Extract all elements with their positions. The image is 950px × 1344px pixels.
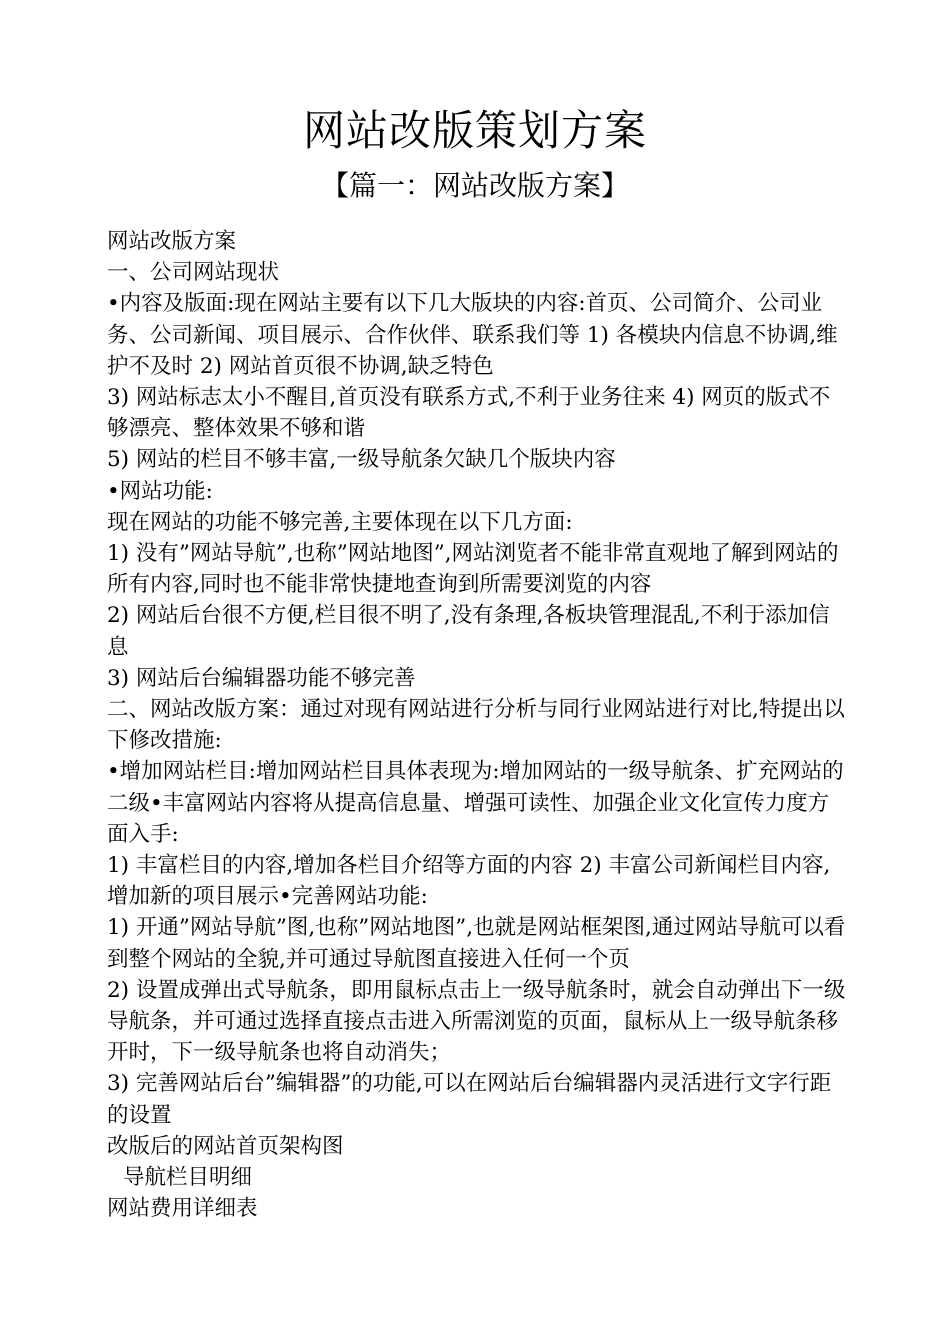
- paragraph: •网站功能:: [107, 478, 213, 504]
- paragraph: •内容及版面:现在网站主要有以下几大版块的内容:首页、公司简介、公司业务、公司新闻、项目展示、合作伙伴、联系我们等 1) 各模块内信息不协调,维护不及时 2) 网站首页很不协调,缺乏特色: [107, 291, 838, 379]
- paragraph: 3) 网站标志太小不醒目,首页没有联系方式,不利于业务往来 4) 网页的版式不够漂亮、整体效果不够和谐: [107, 385, 831, 442]
- paragraph: •增加网站栏目:增加网站栏目具体表现为:增加网站的一级导航条、扩充网站的二级•丰富网站内容将从提高信息量、增强可读性、加强企业文化宣传力度方面入手:: [107, 759, 844, 847]
- document-body: [107, 226, 847, 1225]
- paragraph: 网站改版方案: [107, 229, 237, 254]
- document-subtitle: 【篇一：网站改版方案】: [320, 169, 629, 202]
- section-heading: 一、公司网站现状: [107, 260, 280, 286]
- paragraph: 改版后的网站首页架构图: [107, 1133, 344, 1159]
- paragraph: 导航栏目明细: [123, 1165, 253, 1191]
- paragraph: 2) 设置成弹出式导航条，即用鼠标点击上一级导航条时，就会自动弹出下一级导航条，并可通过选择直接点击进入所需浏览的页面，鼠标从上一级导航条移开时，下一级导航条也将自动消失；: [107, 977, 846, 1066]
- paragraph: 网站费用详细表: [107, 1196, 258, 1222]
- paragraph: 1) 开通”网站导航”图,也称”网站地图”,也就是网站框架图,通过网站导航可以看到整个网站的全貌,并可通过导航图直接进入任何一个页: [107, 915, 846, 972]
- paragraph: 3) 完善网站后台”编辑器”的功能,可以在网站后台编辑器内灵活进行文字行距的设置: [107, 1071, 832, 1128]
- paragraph: 1) 丰富栏目的内容,增加各栏目介绍等方面的内容 2) 丰富公司新闻栏目内容,增加新的项目展示•完善网站功能:: [107, 853, 831, 910]
- paragraph: 2) 网站后台很不方便,栏目很不明了,没有条理,各板块管理混乱,不利于添加信息: [107, 603, 830, 660]
- document-title: 网站改版策划方案: [302, 106, 647, 155]
- section-heading: 二、网站改版方案：通过对现有网站进行分析与同行业网站进行对比,特提出以下修改措施:: [107, 697, 845, 754]
- paragraph: 1) 没有”网站导航”,也称”网站地图”,网站浏览者不能非常直观地了解到网站的所有内容,同时也不能非常快捷地查询到所需要浏览的内容: [107, 541, 839, 598]
- paragraph: 5) 网站的栏目不够丰富,一级导航条欠缺几个版块内容: [107, 447, 616, 473]
- paragraph: 现在网站的功能不够完善,主要体现在以下几方面:: [107, 509, 573, 535]
- paragraph: 3) 网站后台编辑器功能不够完善: [107, 665, 416, 691]
